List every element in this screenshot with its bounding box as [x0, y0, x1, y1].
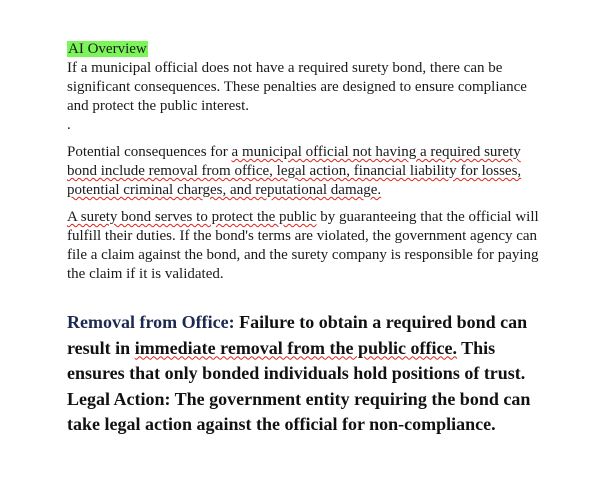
removal-text-post: This ensures that only bonded individuals hold positions of trust. Legal Action: The government entity requiring the bond can take legal action against the official for non-compliance.	[67, 337, 531, 434]
dot-separator: .	[67, 117, 71, 133]
removal-lead: Removal from Office:	[67, 312, 235, 332]
surety-bond-underlined-text: A surety bond serves to protect the public	[67, 209, 317, 225]
ai-overview-heading	[67, 40, 547, 59]
document-body	[67, 40, 547, 438]
consequences-paragraph	[67, 143, 547, 200]
removal-underlined-text: immediate removal from the public office.	[134, 337, 457, 358]
removal-text-pre: Failure to obtain a required bond can result in	[67, 312, 528, 358]
surety-bond-paragraph	[67, 208, 547, 284]
surety-bond-text: by guaranteeing that the official will fulfill their duties. If the bond's terms are violated, the government agency can file a claim against the bond, and the surety company is responsible for paying the claim if it is validated.	[67, 209, 539, 282]
consequences-intro-text: Potential consequences for	[67, 144, 232, 160]
consequences-underlined-text: a municipal official not having a required surety bond include removal from office, legal action, financial liability for losses, potential criminal charges, and reputational damage.	[67, 144, 522, 198]
removal-from-office-paragraph	[67, 310, 542, 438]
intro-paragraph: If a municipal official does not have a required surety bond, there can be significant consequences. These penalties are designed to ensure compliance and protect the public interest.	[67, 60, 527, 114]
ai-overview-title: AI Overview	[68, 41, 147, 57]
